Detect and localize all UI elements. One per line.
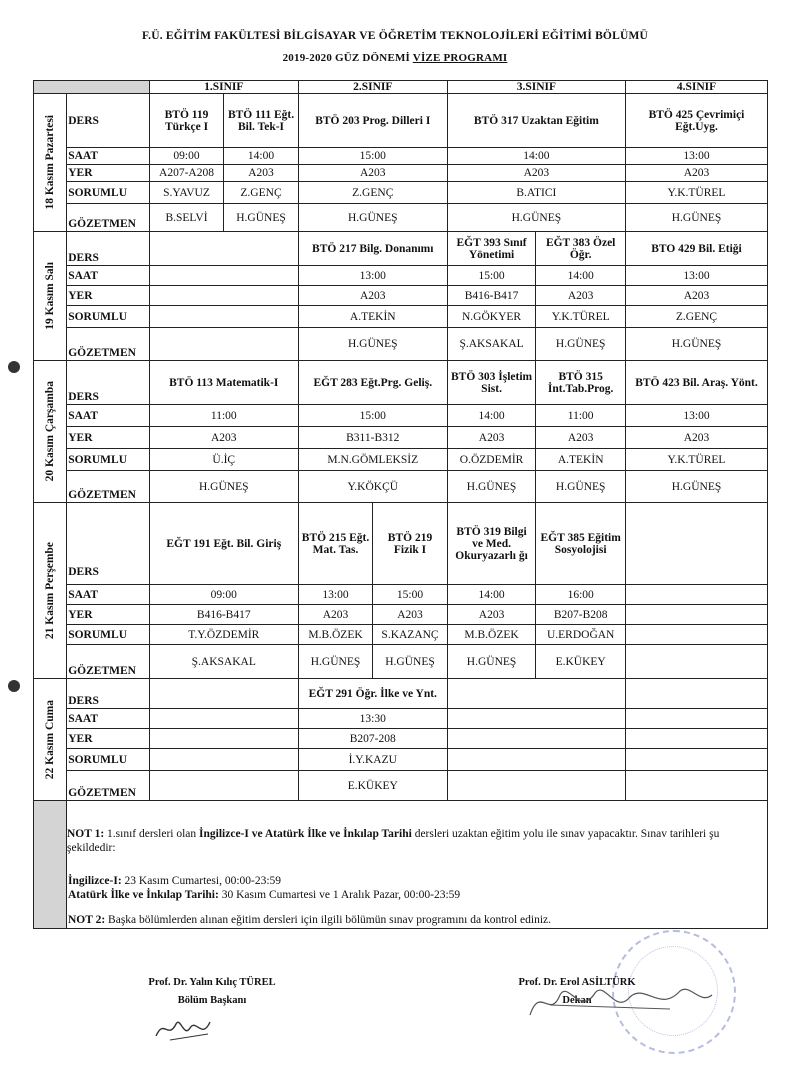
room-cell: A203 [447,427,536,449]
responsible-cell: Y.K.TÜREL [536,306,626,328]
time-cell: 14:00 [224,148,299,165]
empty-cell [149,749,298,771]
time-cell: 13:30 [298,709,447,729]
course-cell: EĞT 393 Sınıf Yönetimi [447,232,536,266]
row-label-sorumlu: SORUMLU [67,625,150,645]
empty-cell [625,709,767,729]
proctor-cell: H.GÜNEŞ [625,204,767,232]
proctor-cell: E.KÜKEY [536,645,626,679]
responsible-cell: M.B.ÖZEK [447,625,536,645]
time-cell: 15:00 [447,266,536,286]
left-signer-title: Bölüm Başkanı [177,995,247,1006]
responsible-cell: Ü.İÇ [149,449,298,471]
empty-cell [149,328,298,361]
responsible-cell: N.GÖKYER [447,306,536,328]
room-cell: A203 [447,165,625,182]
course-cell: BTÖ 113 Matematik-I [149,361,298,405]
row-label-gozetmen: GÖZETMEN [67,471,150,503]
empty-cell [149,266,298,286]
empty-cell [149,729,298,749]
empty-cell [447,729,625,749]
exam-schedule-table [33,80,768,929]
time-cell: 09:00 [149,148,224,165]
course-cell: EĞT 385 Eğitim Sosyolojisi [536,503,626,585]
proctor-cell: Ş.AKSAKAL [447,328,536,361]
column-header-2: 2.SINIF [298,81,447,94]
proctor-cell: H.GÜNEŞ [447,204,625,232]
room-cell: A203 [298,286,447,306]
room-cell: B416-B417 [149,605,298,625]
note-2: NOT 2: Başka bölümlerden alınan eğitim dersleri için ilgili bölümün sınav programını da kontrol ediniz. [68,914,552,926]
responsible-cell: B.ATICI [447,182,625,204]
row-label-saat: SAAT [67,709,150,729]
room-cell: B416-B417 [447,286,536,306]
responsible-cell: İ.Y.KAZU [298,749,447,771]
course-cell: EĞT 191 Eğt. Bil. Giriş [149,503,298,585]
day-label-4: 21 Kasım Perşembe [34,503,67,679]
document-title: F.Ü. EĞİTİM FAKÜLTESİ BİLGİSAYAR VE ÖĞRETİM TEKNOLOJİLERİ EĞİTİMİ BÖLÜMÜ [141,30,649,42]
empty-cell [625,503,767,585]
punch-hole [8,680,20,692]
empty-cell [625,625,767,645]
day-label-5: 22 Kasım Cuma [34,679,67,801]
course-cell: BTÖ 319 Bilgi ve Med. Okuryazarlı ğı [447,503,536,585]
proctor-cell: H.GÜNEŞ [224,204,299,232]
row-label-gozetmen: GÖZETMEN [67,645,150,679]
row-label-yer: YER [67,427,150,449]
course-cell: BTÖ 315 İnt.Tab.Prog. [536,361,626,405]
day-label-1: 18 Kasım Pazartesi [34,94,67,232]
row-label-ders: DERS [67,503,150,585]
note-ataturk: Atatürk İlke ve İnkılap Tarihi: 30 Kasım Cumartesi ve 1 Aralık Pazar, 00:00-23:59 [68,889,461,901]
row-label-saat: SAAT [67,585,150,605]
time-cell: 13:00 [625,405,767,427]
empty-cell [447,679,625,709]
responsible-cell: T.Y.ÖZDEMİR [149,625,298,645]
proctor-cell: H.GÜNEŞ [536,471,626,503]
empty-cell [149,306,298,328]
course-cell: BTÖ 111 Eğt. Bil. Tek-I [224,94,299,148]
time-cell: 09:00 [149,585,298,605]
class-header-row [34,81,768,94]
responsible-cell: S.YAVUZ [149,182,224,204]
time-cell: 15:00 [298,405,447,427]
course-cell: EĞT 291 Öğr. İlke ve Ynt. [298,679,447,709]
notes-block [68,827,768,927]
responsible-cell: U.ERDOĞAN [536,625,626,645]
time-cell: 16:00 [536,585,626,605]
proctor-cell: Y.KÖKÇÜ [298,471,447,503]
row-label-yer: YER [67,605,150,625]
right-signer-title: Dekan [562,995,592,1006]
signature-image [150,1010,220,1046]
row-label-gozetmen: GÖZETMEN [67,328,150,361]
room-cell: A203 [149,427,298,449]
empty-cell [625,585,767,605]
room-cell: A203 [536,286,626,306]
responsible-cell: M.N.GÖMLEKSİZ [298,449,447,471]
course-cell: EĞT 383 Özel Öğr. [536,232,626,266]
time-cell: 15:00 [373,585,448,605]
signature-image [520,975,720,1030]
time-cell: 14:00 [447,405,536,427]
row-label-ders: DERS [67,232,150,266]
proctor-cell: H.GÜNEŞ [373,645,448,679]
proctor-cell: H.GÜNEŞ [298,204,447,232]
row-label-yer: YER [67,165,150,182]
proctor-cell: E.KÜKEY [298,771,447,801]
course-cell: BTÖ 317 Uzaktan Eğitim [447,94,625,148]
left-signature-block [132,977,292,1006]
notes-grey-cell [34,801,67,929]
empty-cell [149,709,298,729]
course-cell: BTÖ 215 Eğt. Mat. Tas. [298,503,373,585]
empty-cell [447,709,625,729]
row-label-yer: YER [67,729,150,749]
time-cell: 14:00 [447,585,536,605]
responsible-cell: A.TEKİN [536,449,626,471]
empty-cell [149,232,298,266]
time-cell: 13:00 [625,266,767,286]
course-cell: BTÖ 217 Bilg. Donanımı [298,232,447,266]
time-cell: 13:00 [625,148,767,165]
proctor-cell: H.GÜNEŞ [536,328,626,361]
empty-cell [447,771,625,801]
responsible-cell: Y.K.TÜREL [625,449,767,471]
proctor-cell: B.SELVİ [149,204,224,232]
responsible-cell: M.B.ÖZEK [298,625,373,645]
course-cell: BTÖ 219 Fizik I [373,503,448,585]
proctor-cell: H.GÜNEŞ [447,471,536,503]
day-label-3: 20 Kasım Çarşamba [34,361,67,503]
responsible-cell: Z.GENÇ [298,182,447,204]
room-cell: A203 [224,165,299,182]
row-label-sorumlu: SORUMLU [67,306,150,328]
room-cell: A207-A208 [149,165,224,182]
room-cell: A203 [373,605,448,625]
empty-cell [149,771,298,801]
proctor-cell: H.GÜNEŞ [447,645,536,679]
proctor-cell: Ş.AKSAKAL [149,645,298,679]
responsible-cell: Y.K.TÜREL [625,182,767,204]
left-signer-name: Prof. Dr. Yalın Kılıç TÜREL [148,977,276,988]
row-label-ders: DERS [67,361,150,405]
row-label-saat: SAAT [67,148,150,165]
room-cell: A203 [298,165,447,182]
room-cell: A203 [447,605,536,625]
time-cell: 13:00 [298,266,447,286]
course-cell: BTÖ 119 Türkçe I [149,94,224,148]
empty-cell [625,679,767,709]
row-label-ders: DERS [67,94,150,148]
course-cell: BTÖ 303 İşletim Sist. [447,361,536,405]
empty-cell [447,749,625,771]
row-label-ders: DERS [67,679,150,709]
proctor-cell: H.GÜNEŞ [625,471,767,503]
empty-cell [625,729,767,749]
empty-cell [149,286,298,306]
right-signer-name: Prof. Dr. Erol ASİLTÜRK [518,977,636,988]
row-label-gozetmen: GÖZETMEN [67,771,150,801]
row-label-gozetmen: GÖZETMEN [67,204,150,232]
room-cell: A203 [625,286,767,306]
time-cell: 15:00 [298,148,447,165]
room-cell: B207-208 [298,729,447,749]
empty-cell [625,605,767,625]
row-label-sorumlu: SORUMLU [67,449,150,471]
proctor-cell: H.GÜNEŞ [149,471,298,503]
course-cell: BTO 429 Bil. Etiği [625,232,767,266]
document-subtitle: 2019-2020 GÜZ DÖNEMİ VİZE PROGRAMI [282,52,508,64]
responsible-cell: A.TEKİN [298,306,447,328]
empty-cell [149,679,298,709]
empty-cell [625,771,767,801]
empty-cell [625,645,767,679]
course-cell: EĞT 283 Eğt.Prg. Geliş. [298,361,447,405]
room-cell: A203 [625,165,767,182]
responsible-cell: S.KAZANÇ [373,625,448,645]
time-cell: 13:00 [298,585,373,605]
room-cell: A203 [298,605,373,625]
row-label-saat: SAAT [67,266,150,286]
time-cell: 14:00 [536,266,626,286]
proctor-cell: H.GÜNEŞ [298,645,373,679]
empty-cell [625,749,767,771]
time-cell: 11:00 [536,405,626,427]
time-cell: 14:00 [447,148,625,165]
row-label-saat: SAAT [67,405,150,427]
corner-cell [34,81,150,94]
note-english: İngilizce-I: 23 Kasım Cumartesi, 00:00-23:59 [68,875,282,887]
responsible-cell: O.ÖZDEMİR [447,449,536,471]
course-cell: BTÖ 423 Bil. Araş. Yönt. [625,361,767,405]
room-cell: A203 [625,427,767,449]
row-label-sorumlu: SORUMLU [67,749,150,771]
column-header-1: 1.SINIF [149,81,298,94]
note-1: NOT 1: 1.sınıf dersleri olan İngilizce-I ve Atatürk İlke ve İnkılap Tarihi dersleri uzaktan eğitim yolu ile sınav yapacaktır. Sınav tarihleri şu şekildedir: [67,828,720,854]
course-cell: BTÖ 203 Prog. Dilleri I [298,94,447,148]
room-cell: B311-B312 [298,427,447,449]
responsible-cell: Z.GENÇ [625,306,767,328]
time-cell: 11:00 [149,405,298,427]
room-cell: A203 [536,427,626,449]
row-label-yer: YER [67,286,150,306]
day-label-2: 19 Kasım Salı [34,232,67,361]
room-cell: B207-B208 [536,605,626,625]
responsible-cell: Z.GENÇ [224,182,299,204]
row-label-sorumlu: SORUMLU [67,182,150,204]
proctor-cell: H.GÜNEŞ [298,328,447,361]
course-cell: BTÖ 425 Çevrimiçi Eğt.Uyg. [625,94,767,148]
column-header-3: 3.SINIF [447,81,625,94]
column-header-4: 4.SINIF [625,81,767,94]
punch-hole [8,361,20,373]
proctor-cell: H.GÜNEŞ [625,328,767,361]
